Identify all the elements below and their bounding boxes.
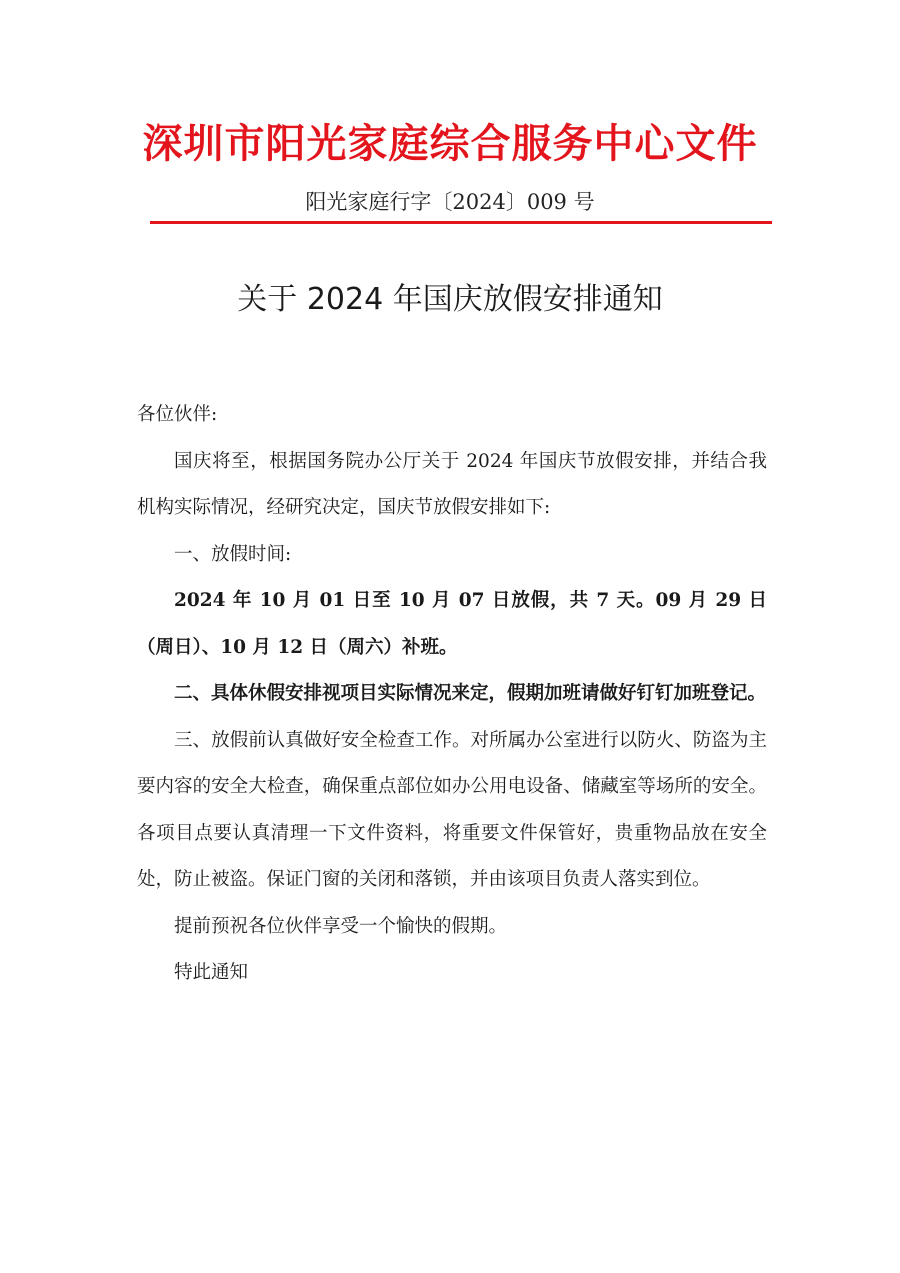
- section-2-paragraph: 二、具体休假安排视项目实际情况来定，假期加班请做好钉钉加班登记。: [174, 683, 767, 704]
- salutation: 各位伙伴:: [137, 404, 218, 425]
- notice-body: [137, 392, 767, 997]
- notice-title: 关于 2024 年国庆放假安排通知: [237, 282, 663, 317]
- section-1-heading: 一、放假时间:: [174, 543, 292, 565]
- red-divider: [150, 221, 772, 224]
- document-number: 阳光家庭行字〔2024〕009 号: [305, 190, 595, 214]
- section-3-paragraph: 三、放假前认真做好安全检查工作。对所属办公室进行以防火、防盗为主要内容的安全大检查，确保重点部位如办公用电设备、储藏室等场所的安全。各项目点要认真清理一下文件资料，将重要文件保管好，贵重物品放在安全处，防止被盗。保证门窗的关闭和落锁，并由该项目负责人落实到位。: [137, 729, 767, 890]
- org-masthead: 深圳市阳光家庭综合服务中心文件: [142, 121, 758, 167]
- intro-paragraph: 国庆将至，根据国务院办公厅关于 2024 年国庆节放假安排，并结合我机构实际情况，经研究决定，国庆节放假安排如下:: [137, 450, 767, 518]
- section-1-detail: 2024 年 10 月 01 日至 10 月 07 日放假，共 7 天。09 月 29 日（周日）、10 月 12 日（周六）补班。: [137, 590, 767, 658]
- closing-wish: 提前预祝各位伙伴享受一个愉快的假期。: [174, 915, 508, 937]
- sign-off: 特此通知: [174, 962, 249, 983]
